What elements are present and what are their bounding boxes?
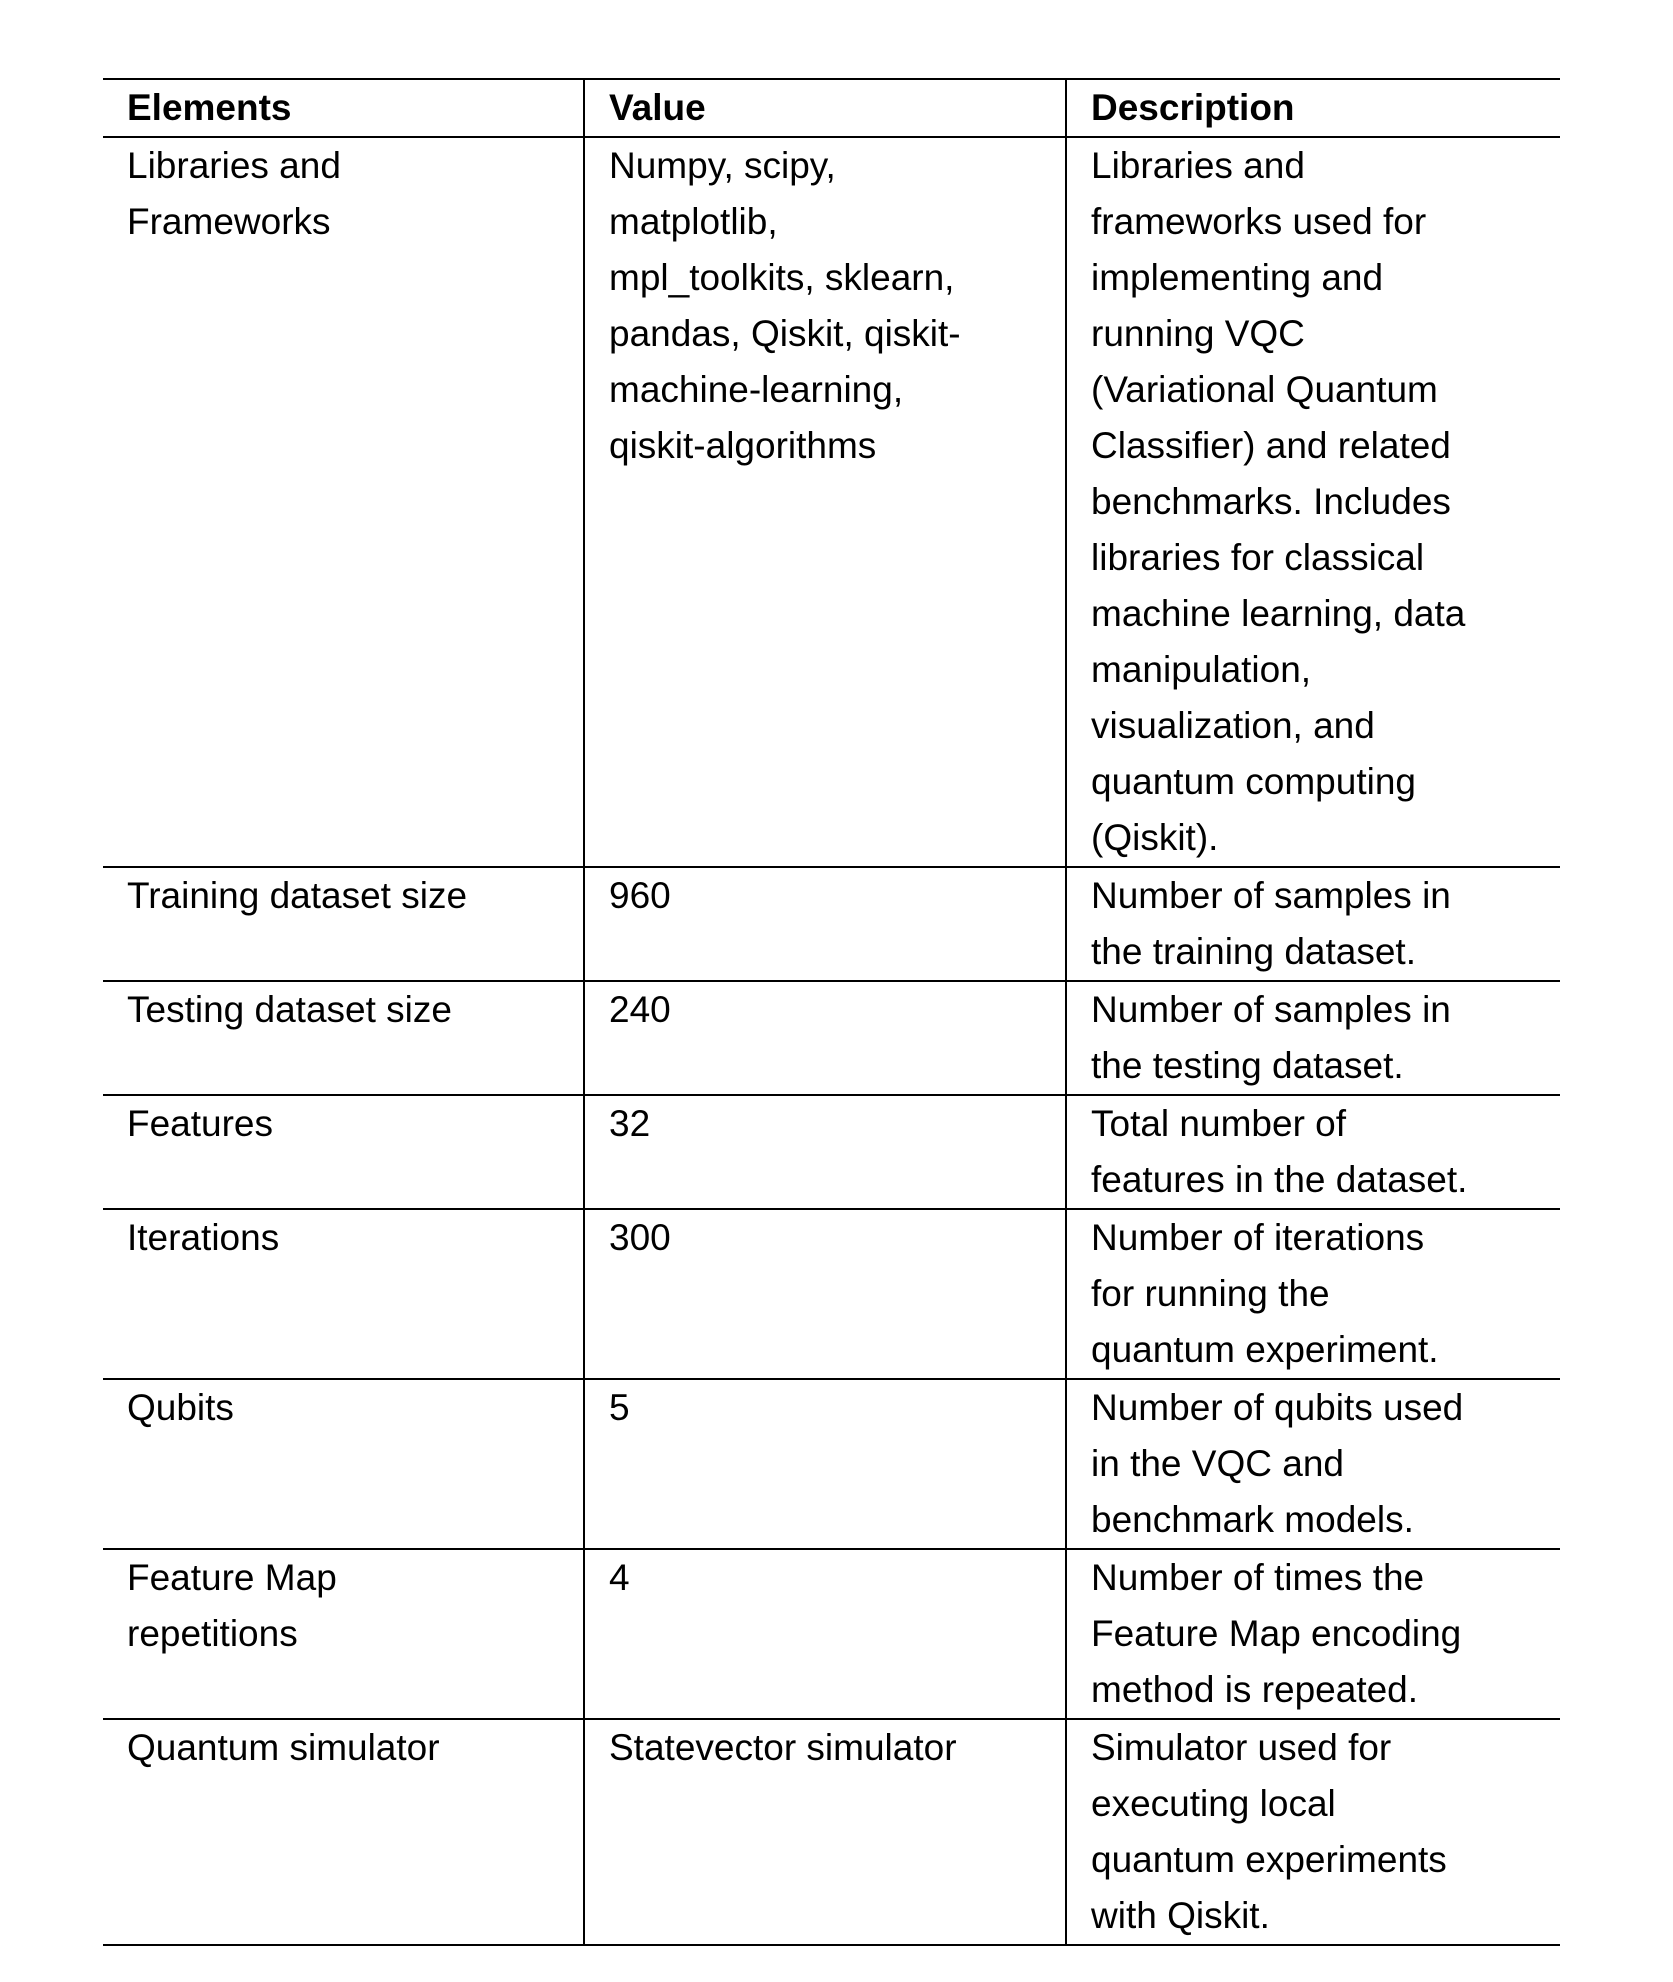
value-cell: Statevector simulator (584, 1719, 1066, 1945)
table-row (103, 1209, 1560, 1379)
table-row (103, 137, 1560, 867)
table-row (103, 1549, 1560, 1719)
header-elements: Elements (103, 79, 584, 137)
element-cell: Testing dataset size (103, 981, 584, 1095)
description-cell: Number of samples in the training dataset. (1066, 867, 1560, 981)
description-cell: Number of qubits used in the VQC and benchmark models. (1066, 1379, 1560, 1549)
header-value: Value (584, 79, 1066, 137)
table-row (103, 981, 1560, 1095)
table-header-row (103, 79, 1560, 137)
table-row (103, 1095, 1560, 1209)
description-cell: Simulator used for executing local quantum experiments with Qiskit. (1066, 1719, 1560, 1945)
value-cell: 300 (584, 1209, 1066, 1379)
element-cell: Training dataset size (103, 867, 584, 981)
value-cell: 240 (584, 981, 1066, 1095)
value-cell: 4 (584, 1549, 1066, 1719)
element-cell: Features (103, 1095, 584, 1209)
description-cell: Number of samples in the testing dataset. (1066, 981, 1560, 1095)
parameters-table-container (103, 78, 1560, 1946)
table-row (103, 1719, 1560, 1945)
description-cell: Total number of features in the dataset. (1066, 1095, 1560, 1209)
element-cell: Libraries and Frameworks (103, 137, 584, 867)
value-cell: 5 (584, 1379, 1066, 1549)
description-cell: Number of iterations for running the quantum experiment. (1066, 1209, 1560, 1379)
value-cell: Numpy, scipy, matplotlib, mpl_toolkits, sklearn, pandas, Qiskit, qiskit- machine-learning, qiskit-algorithms (584, 137, 1066, 867)
element-cell: Quantum simulator (103, 1719, 584, 1945)
header-description: Description (1066, 79, 1560, 137)
element-cell: Feature Map repetitions (103, 1549, 584, 1719)
element-cell: Qubits (103, 1379, 584, 1549)
value-cell: 960 (584, 867, 1066, 981)
description-cell: Number of times the Feature Map encoding method is repeated. (1066, 1549, 1560, 1719)
value-cell: 32 (584, 1095, 1066, 1209)
table-row (103, 1379, 1560, 1549)
table-row (103, 867, 1560, 981)
description-cell: Libraries and frameworks used for implementing and running VQC (Variational Quantum Classifier) and related benchmarks. Includes libraries for classical machine learning, data manipulation, visualization, and quantum computing (Qiskit). (1066, 137, 1560, 867)
parameters-table (103, 78, 1560, 1946)
element-cell: Iterations (103, 1209, 584, 1379)
